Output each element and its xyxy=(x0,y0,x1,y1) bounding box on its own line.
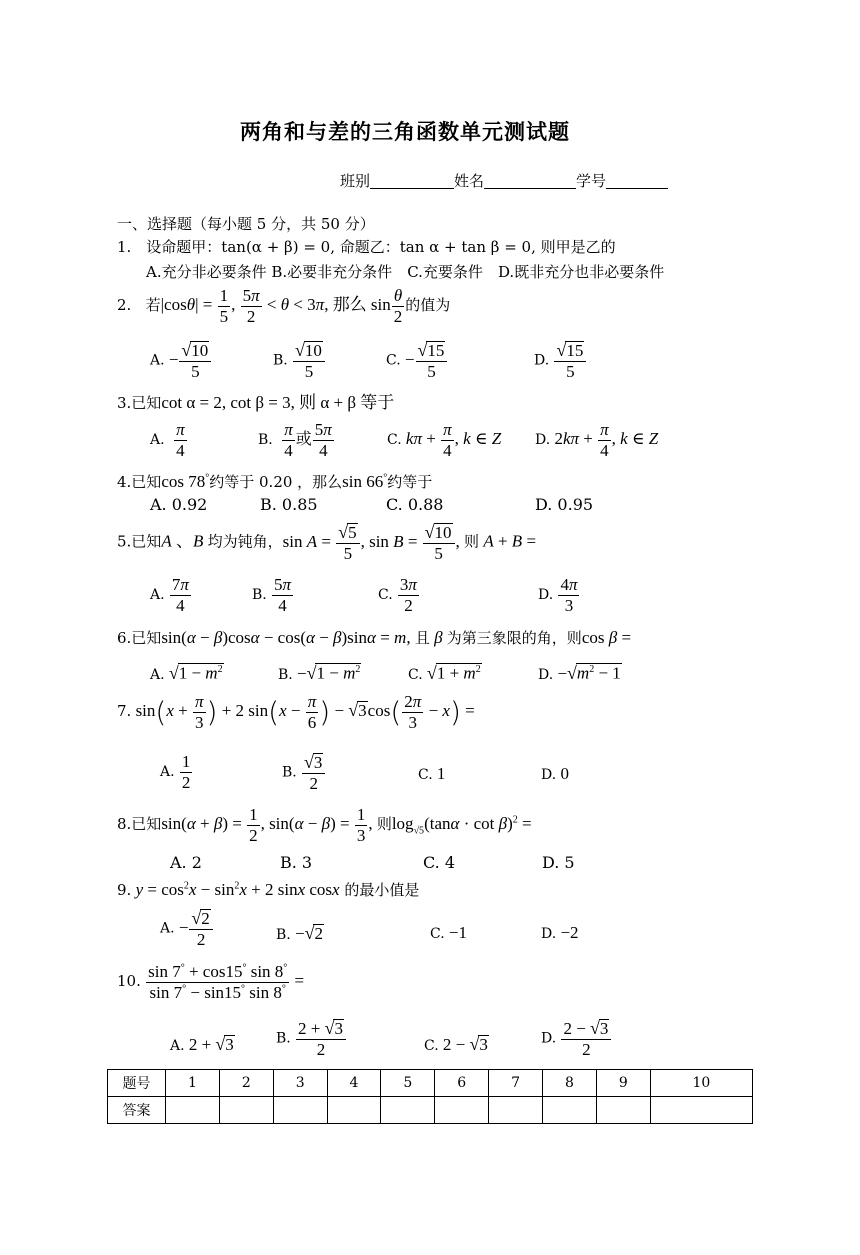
q4-option-b: B. 0.85 xyxy=(260,495,318,514)
question-9: 9. $y = \cos^2x - \sin^2x + 2$ sinx cosx 的最小值是 xyxy=(117,880,420,899)
q10-option-a: A. 2 + √3 xyxy=(170,1034,234,1054)
section-heading: 一、选择题（每小题 5 分，共 50 分） xyxy=(117,215,375,233)
q6-option-b: B. $-√1 - m^2$ xyxy=(278,663,361,683)
answer-cell[interactable] xyxy=(543,1097,597,1124)
q2-formula: |cosθ| = $\frac{1}{5}$ , $\frac{5\pi}{2}$ < θ < 3π, 那么 sin $\frac{\theta}{2}$ xyxy=(160,286,403,326)
student-info xyxy=(340,170,668,191)
class-label: 班别 xyxy=(340,172,371,190)
answer-table xyxy=(107,1069,753,1124)
table-header-number: 题号 xyxy=(108,1070,166,1097)
table-cell-number: 10 xyxy=(650,1070,752,1097)
table-cell-number: 6 xyxy=(435,1070,489,1097)
q4-option-c: C. 0.88 xyxy=(386,495,444,514)
q2-option-c: C. − $\frac{√15}{5}$ xyxy=(386,340,448,381)
q7-option-d: D. 0 xyxy=(541,764,569,783)
question-3: 3.已知cot α = 2, cot β = 3, 则 α + β 等于 xyxy=(117,393,395,412)
answer-cell[interactable] xyxy=(273,1097,327,1124)
q6-option-d: D. $-√m^2 - 1$ xyxy=(538,663,621,683)
q8-option-d: D. 5 xyxy=(542,853,575,872)
id-blank[interactable] xyxy=(606,172,668,189)
q1-option-b: B.必要非充分条件 xyxy=(271,263,393,281)
question-10: 10. $\frac{\sin 7^\circ + \cos 15^\circ \sin 8^\circ}{\sin 7^\circ - \sin 15^\circ \sin 8^\circ}$ = xyxy=(117,962,305,1002)
q5-option-b: B. $\frac{5\pi}{4}$ xyxy=(252,575,292,615)
q5-option-c: C. $\frac{3\pi}{2}$ xyxy=(378,575,417,615)
q10-option-d: D. $\frac{2 - √3}{2}$ xyxy=(541,1018,612,1059)
answer-cell[interactable] xyxy=(327,1097,381,1124)
q5-option-a: A. $\frac{7\pi}{4}$ xyxy=(150,575,189,615)
question-1-text: 1. 设命题甲：tan(α + β) = 0, 命题乙：tan α + tan β = 0, 则甲是乙的 xyxy=(117,238,616,256)
q3-option-a: A. $\frac{\pi}{4}$ xyxy=(150,420,185,460)
q3-option-d: D. 2kπ + $\frac{\pi}{4}$ , k ∈ Z xyxy=(535,420,659,460)
question-6: 6.已知sin(α − β)cosα − cos(α − β)sinα = m, 且 β 为第三象限的角，则cos β = xyxy=(117,628,632,647)
table-cell-number: 4 xyxy=(327,1070,381,1097)
question-5: 5.已知A 、B 均为钝角，sin A = $\frac{√5}{5}$ , sin B = $\frac{√10}{5}$ , 则 A + B = xyxy=(117,522,537,563)
answer-cell[interactable] xyxy=(489,1097,543,1124)
q1-option-c: C.充要条件 xyxy=(407,263,483,281)
q8-option-a: A. 2 xyxy=(170,853,202,872)
answer-cell[interactable] xyxy=(596,1097,650,1124)
q3-option-c: C. kπ + $\frac{\pi}{4}$ , k ∈ Z xyxy=(387,420,502,460)
q1-option-d: D.既非充分也非必要条件 xyxy=(497,263,665,281)
q2-option-a: A. − $\frac{√10}{5}$ xyxy=(150,340,212,381)
table-cell-number: 5 xyxy=(381,1070,435,1097)
q9-option-d: D. −2 xyxy=(541,923,579,942)
q5-option-d: D. $\frac{4\pi}{3}$ xyxy=(538,575,578,615)
class-blank[interactable] xyxy=(370,172,454,189)
q3-option-b: B. $\frac{\pi}{4}$ 或 $\frac{5\pi}{4}$ xyxy=(258,420,332,460)
page-title: 两角和与差的三角函数单元测试题 xyxy=(240,119,570,144)
name-label: 姓名 xyxy=(454,172,485,190)
table-cell-number: 9 xyxy=(596,1070,650,1097)
answer-table-number-row xyxy=(108,1070,753,1097)
name-blank[interactable] xyxy=(484,172,576,189)
question-4: 4.已知cos 78°约等于 0.20 ，那么sin 66°约等于 xyxy=(117,472,433,491)
q8-option-b: B. 3 xyxy=(280,853,313,872)
table-cell-number: 8 xyxy=(543,1070,597,1097)
answer-cell[interactable] xyxy=(381,1097,435,1124)
q9-option-a: A. − $\frac{√2}{2}$ xyxy=(160,908,214,949)
question-8: 8.已知sin(α + β) = $\frac{1}{2}$ , sin(α − β) = $\frac{1}{3}$ , 则$\log_{√5}(\tan\alpha \cdot \cot \beta)^2$ = xyxy=(117,805,532,845)
question-1-options xyxy=(146,263,664,281)
answer-cell[interactable] xyxy=(650,1097,752,1124)
question-7: 7. sin(x + $\frac{\pi}{3}$ ) + 2 sin(x − $\frac{\pi}{6}$ ) − √3cos( $\frac{2\pi}{3}$ − x) = xyxy=(117,692,475,732)
q7-option-b: B. $\frac{√3}{2}$ xyxy=(282,752,326,793)
q1-option-a: A.充分非必要条件 xyxy=(146,263,267,281)
q7-option-a: A. $\frac{1}{2}$ xyxy=(160,752,191,792)
table-cell-number: 1 xyxy=(166,1070,220,1097)
table-cell-number: 7 xyxy=(489,1070,543,1097)
question-2: 2. 若|cosθ| = $\frac{1}{5}$ , $\frac{5\pi}{2}$ < θ < 3π, 那么 sin $\frac{\theta}{2}$ 的值为 xyxy=(117,286,451,326)
table-header-answer: 答案 xyxy=(108,1097,166,1124)
q2-option-b: B. $\frac{√10}{5}$ xyxy=(273,340,326,381)
q9-option-c: C. −1 xyxy=(430,923,468,942)
q6-option-a: A. $√1 - m^2$ xyxy=(150,663,223,683)
table-cell-number: 3 xyxy=(273,1070,327,1097)
table-cell-number: 2 xyxy=(219,1070,273,1097)
q4-option-d: D. 0.95 xyxy=(535,495,594,514)
question-1 xyxy=(117,238,616,256)
answer-table-answer-row xyxy=(108,1097,753,1124)
answer-cell[interactable] xyxy=(219,1097,273,1124)
q8-option-c: C. 4 xyxy=(423,853,456,872)
answer-cell[interactable] xyxy=(166,1097,220,1124)
q9-option-b: B. −√2 xyxy=(276,923,323,943)
q7-option-c: C. 1 xyxy=(418,764,446,783)
answer-cell[interactable] xyxy=(435,1097,489,1124)
id-label: 学号 xyxy=(576,172,607,190)
q6-option-c: C. $√1 + m^2$ xyxy=(408,663,481,683)
q2-option-d: D. $\frac{√15}{5}$ xyxy=(534,340,587,381)
q4-option-a: A. 0.92 xyxy=(150,495,208,514)
q10-option-b: B. $\frac{2 + √3}{2}$ xyxy=(276,1018,347,1059)
q10-option-c: C. 2 − √3 xyxy=(424,1034,488,1054)
